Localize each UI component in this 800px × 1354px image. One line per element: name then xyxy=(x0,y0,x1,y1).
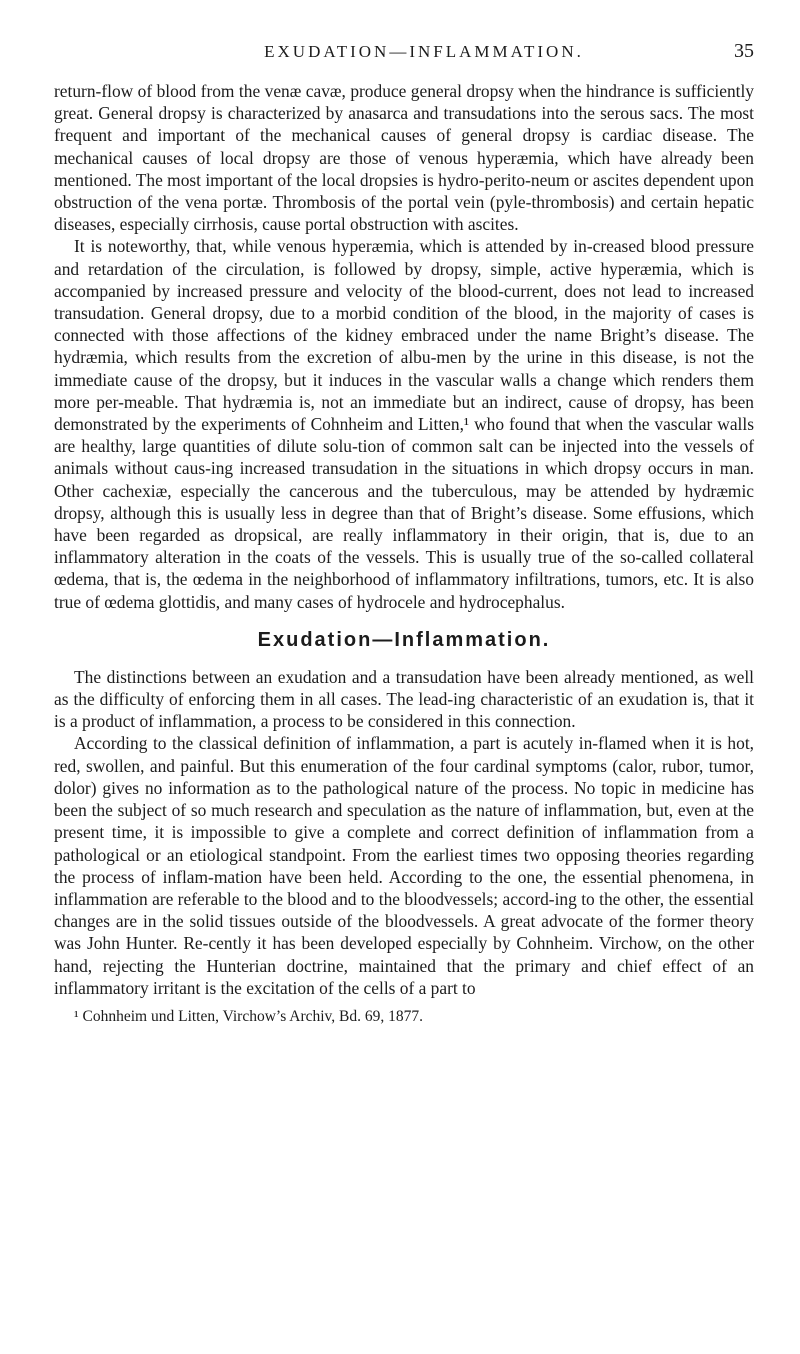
section-heading: Exudation—Inflammation. xyxy=(257,628,551,651)
paragraph-exudation-distinctions: The distinctions between an exudation and a transudation have been already mentioned, as well as the difficulty of enforcing them in all cases. The lead-ing characteristic of an exudation is, that it is a product of inflammation, a process to be considered in this connection. xyxy=(54,666,754,732)
paragraph-inflammation-definition: According to the classical definition of inflammation, a part is acutely in-flamed when it is hot, red, swollen, and painful. But this enumeration of the four cardinal symptoms (calor, rubor, tumor, dolor) gives no information as to the pathological nature of the process. No topic in medicine has been the subject of so much research and speculation as the nature of inflammation, but, even at the present time, it is impossible to give a complete and correct definition of inflammation from a pathological or an etiological standpoint. From the earliest times two opposing theories regarding the process of inflam-mation have been held. According to the one, the essential phenomena, in inflammation are referable to the blood and to the bloodvessels; accord-ing to the other, the essential changes are in the solid tissues outside of the bloodvessels. A great advocate of the former theory was John Hunter. Re-cently it has been developed especially by Cohnheim. Virchow, on the other hand, rejecting the Hunterian doctrine, maintained that the primary and chief effect of an inflammatory irritant is the excitation of the cells of a part to xyxy=(54,733,754,998)
paragraph-dropsy-causes: return-flow of blood from the venæ cavæ, produce general dropsy when the hindrance is sufficiently great. General dropsy is characterized by anasarca and transudations into the serous sacs. The most frequent and important of the mechanical causes of general dropsy is cardiac disease. The mechanical causes of local dropsy are those of venous hyperæmia, which have already been mentioned. The most important of the local dropsies is hydro-perito-neum or ascites dependent upon obstruction of the vena portæ. Thrombosis of the portal vein (pyle-thrombosis) and certain hepatic diseases, especially cirrhosis, cause portal obstruction with ascites. xyxy=(54,81,754,235)
running-head xyxy=(54,42,754,72)
book-page xyxy=(54,42,754,1027)
paragraph-hyperaemia-dropsy: It is noteworthy, that, while venous hyperæmia, which is attended by in-creased blood pressure and retardation of the circulation, is followed by dropsy, simple, active hyperæmia, which is accompanied by increased pressure and velocity of the blood-current, does not lead to increased transudation. General dropsy, due to a morbid condition of the blood, in the majority of cases is connected with those affections of the kidney embraced under the name Bright’s disease. The hydræmia, which results from the excretion of albu-men by the urine in this disease, is not the immediate cause of the dropsy, but it induces in the vascular walls a change which renders them more per-meable. That hydræmia is, not an immediate but an indirect, cause of dropsy, has been demonstrated by the experiments of Cohnheim and Litten,¹ who found that when the vascular walls are healthy, large quantities of dilute solu-tion of common salt can be injected into the vessels of animals without caus-ing increased transudation in the situations in which dropsy occurs in man. Other cachexiæ, especially the cancerous and the tuberculous, may be attended by hydræmic dropsy, although this is usually less in degree than that of Bright’s disease. Some effusions, which have been regarded as dropsical, are really inflammatory in their origin, that is, due to an inflammatory alteration in the coats of the vessels. This is usually true of the so-called collateral œdema, that is, the œdema in the neighborhood of inflammatory infiltrations, tumors, etc. It is also true of œdema glottidis, and many cases of hydrocele and hydrocephalus. xyxy=(54,236,754,612)
running-title: EXUDATION—INFLAMMATION. xyxy=(264,42,584,61)
footnote: ¹ Cohnheim und Litten, Virchow’s Archiv, Bd. 69, 1877. xyxy=(74,1007,423,1025)
page-number: 35 xyxy=(734,40,754,62)
